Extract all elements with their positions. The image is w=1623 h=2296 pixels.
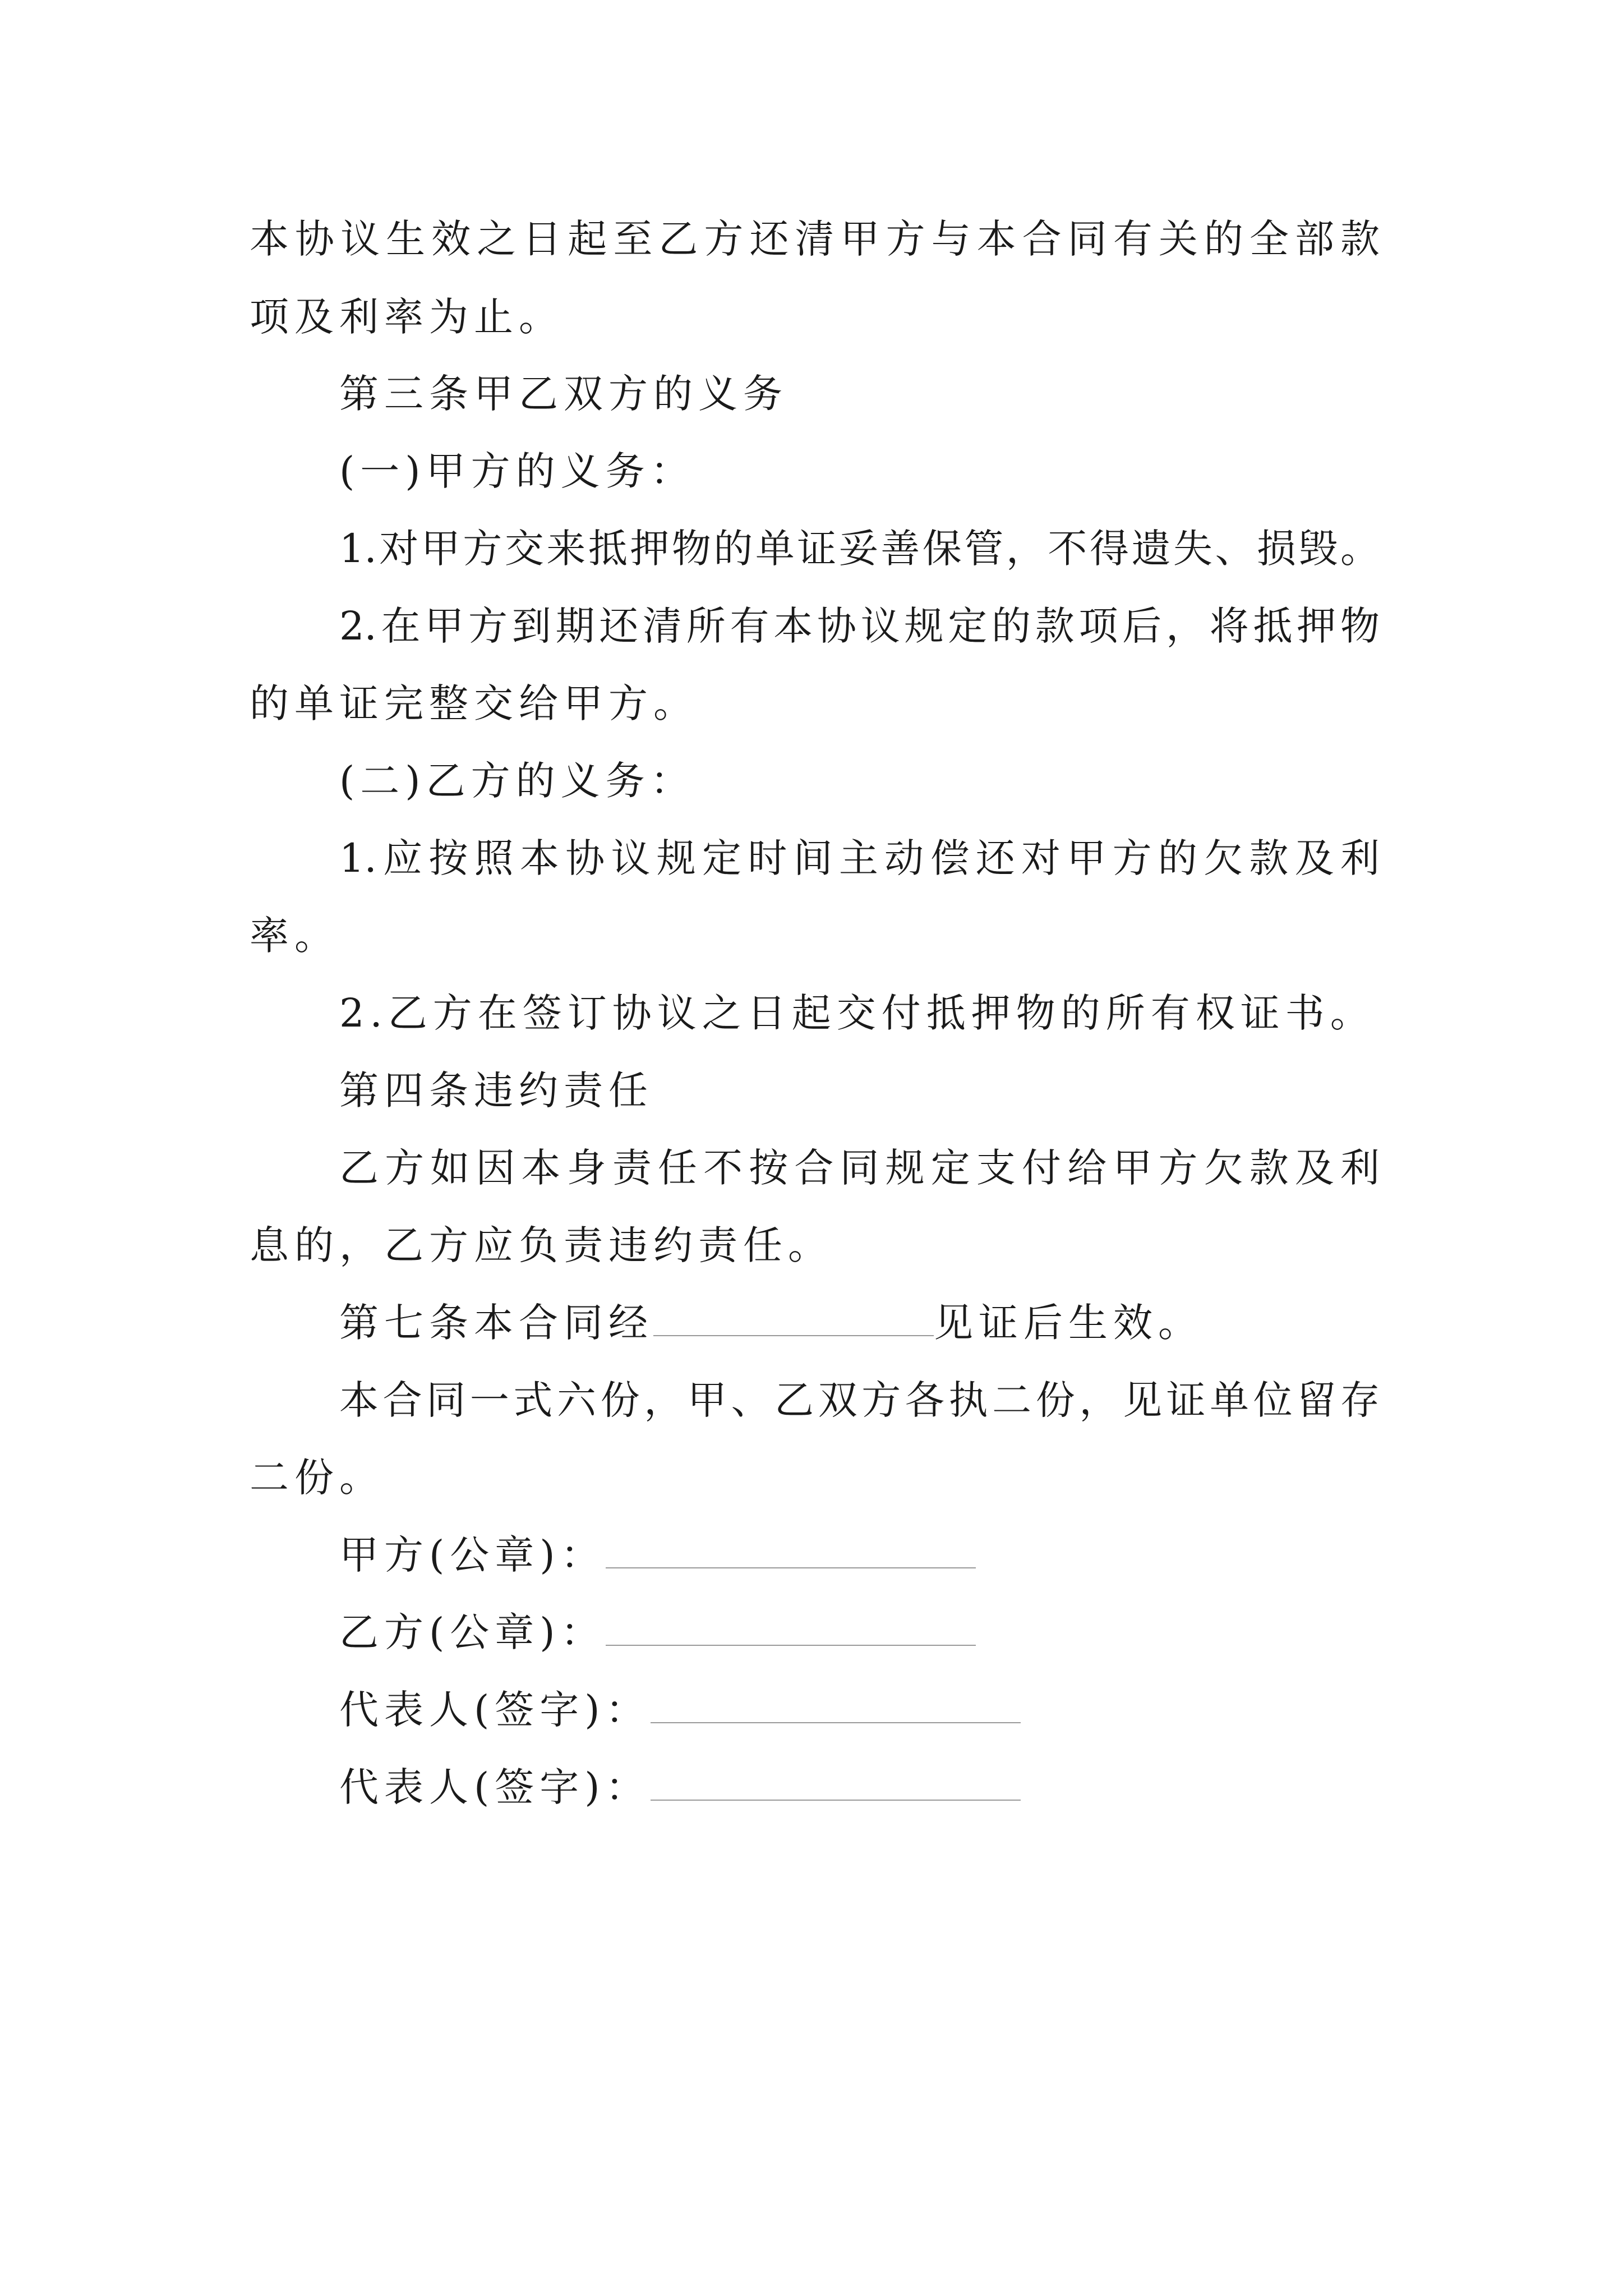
signature-row [339, 1604, 976, 1660]
effective-clause [339, 1295, 1203, 1351]
paragraph-line: 息的，乙方应负责违约责任。 [250, 1222, 833, 1268]
paragraph-line: 乙方如因本身责任不按合同规定支付给甲方欠款及利 [339, 1145, 1380, 1191]
signature-row [339, 1682, 1021, 1738]
signature-row [339, 1759, 1021, 1815]
paragraph-line: 二份。 [250, 1455, 384, 1501]
signature-blank [606, 1610, 976, 1646]
paragraph-line: 本协议生效之日起至乙方还清甲方与本合同有关的全部款 [250, 216, 1380, 262]
article-heading: 第四条违约责任 [339, 1068, 653, 1114]
paragraph-line: 1.对甲方交来抵押物的单证妥善保管，不得遗失、损毁。 [339, 526, 1380, 572]
signature-blank [651, 1765, 1021, 1801]
effective-clause-after: 见证后生效。 [934, 1300, 1203, 1346]
paragraph-line: 本合同一式六份，甲、乙双方各执二份，见证单位留存 [339, 1377, 1380, 1423]
signature-label: 代表人(签字)： [339, 1687, 651, 1733]
paragraph-line: 1.应按照本协议规定时间主动偿还对甲方的欠款及利 [339, 835, 1380, 881]
paragraph-line: 项及利率为止。 [250, 294, 564, 340]
witness-blank [653, 1300, 934, 1336]
section-heading: (二)乙方的义务： [339, 758, 695, 804]
paragraph-line: 率。 [250, 913, 339, 959]
signature-blank [606, 1533, 976, 1568]
signature-label: 乙方(公章)： [339, 1609, 606, 1655]
section-heading: (一)甲方的义务： [339, 448, 695, 494]
signature-label: 甲方(公章)： [339, 1532, 606, 1578]
effective-clause-before: 第七条本合同经 [339, 1300, 653, 1346]
signature-row [339, 1527, 976, 1583]
signature-blank [651, 1687, 1021, 1723]
paragraph-line: 2.乙方在签订协议之日起交付抵押物的所有权证书。 [339, 990, 1375, 1036]
article-heading: 第三条甲乙双方的义务 [339, 371, 788, 417]
paragraph-line: 2.在甲方到期还清所有本协议规定的款项后，将抵押物 [339, 603, 1380, 649]
signature-label: 代表人(签字)： [339, 1764, 651, 1810]
paragraph-line: 的单证完整交给甲方。 [250, 680, 698, 726]
